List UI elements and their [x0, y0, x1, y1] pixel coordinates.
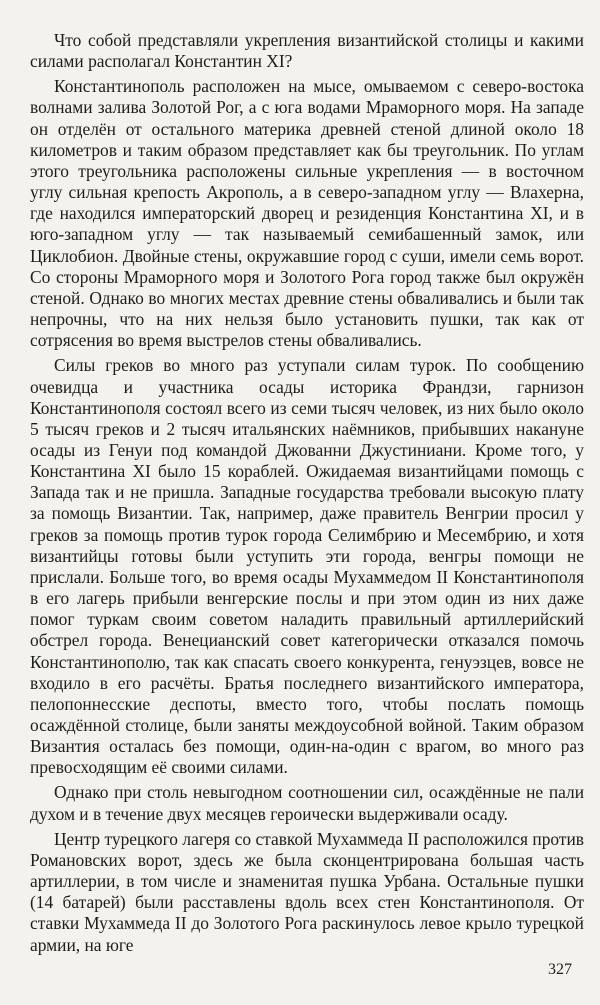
paragraph-greek-forces: Силы греков во много раз уступали силам турок. По сообщению очевидца и участника осады историка Франдзи, гарнизон Константинополя состоял всего из семи тысяч человек, из них было около 5 тысяч греков и 2 тысяч итальянских наёмников, прибывших накануне осады из Генуи под командой Джованни Джустиниани. Кроме того, у Константина XI было 15 кораблей. Ожидаемая византийцами помощь с Запада так и не пришла. Западные государства требовали высокую плату за помощь Византии. Так, например, даже правитель Венгрии просил у греков за помощь против турок города Селимбрию и Месембрию, и хотя византийцы готовы были уступить эти города, венгры помощи не прислали. Больше того, во время осады Мухаммедом II Константинополя в его лагерь прибыли венгерские послы и при этом один из них даже помог туркам своим советом наладить правильный артиллерийский обстрел города. Венецианский совет категорически отказался помочь Константинополю, так как спасать своего конкурента, генуэзцев, вовсе не входило в его расчёты. Братья последнего византийского императора, пелопоннесские деспоты, вместо того, чтобы послать помощь осаждённой столице, были заняты междоусобной войной. Таким образом Византия осталась без помощи, один-на-один с врагом, во много раз превосходящим её своими силами. [30, 355, 584, 778]
body-text [30, 30, 584, 960]
page-number: 327 [548, 961, 572, 978]
paragraph-turkish-camp: Центр турецкого лагеря со ставкой Мухаммеда II расположился против Романовских ворот, здесь же была сконцентрирована большая часть артиллерии, в том числе и знаменитая пушка Урбана. Остальные пушки (14 батарей) были расставлены вдоль всех стен Константинополя. От ставки Мухаммеда II до Золотого Рога раскинулось левое крыло турецкой армии, на юге [30, 828, 584, 955]
paragraph-city-fortifications: Константинополь расположен на мысе, омываемом с северо-востока волнами залива Золотой Рог, а с юга водами Мраморного моря. На западе он отделён от остального материка древней стеной длиной около 18 километров и таким образом представляет как бы треугольник. По углам этого треугольника расположены сильные укрепления — в восточном углу сильная крепость Акрополь, а в северо-западном углу — Влахерна, где находился императорский дворец и резиденция Константина XI, и в юго-западном углу — так называемый семибашенный замок, или Циклобион. Двойные стены, окружавшие город с суши, имели семь ворот. Со стороны Мраморного моря и Золотого Рога город также был окружён стеной. Однако во многих местах древние стены обваливались и были так непрочны, что на них нельзя было установить пушки, так как от сотрясения во время выстрелов стены обваливались. [30, 76, 584, 351]
paragraph-siege-resistance: Однако при столь невыгодном соотношении сил, осаждённые не пали духом и в течение двух месяцев героически выдерживали осаду. [30, 782, 584, 824]
paragraph-question: Что собой представляли укрепления византийской столицы и какими силами располагал Константин XI? [30, 30, 584, 72]
